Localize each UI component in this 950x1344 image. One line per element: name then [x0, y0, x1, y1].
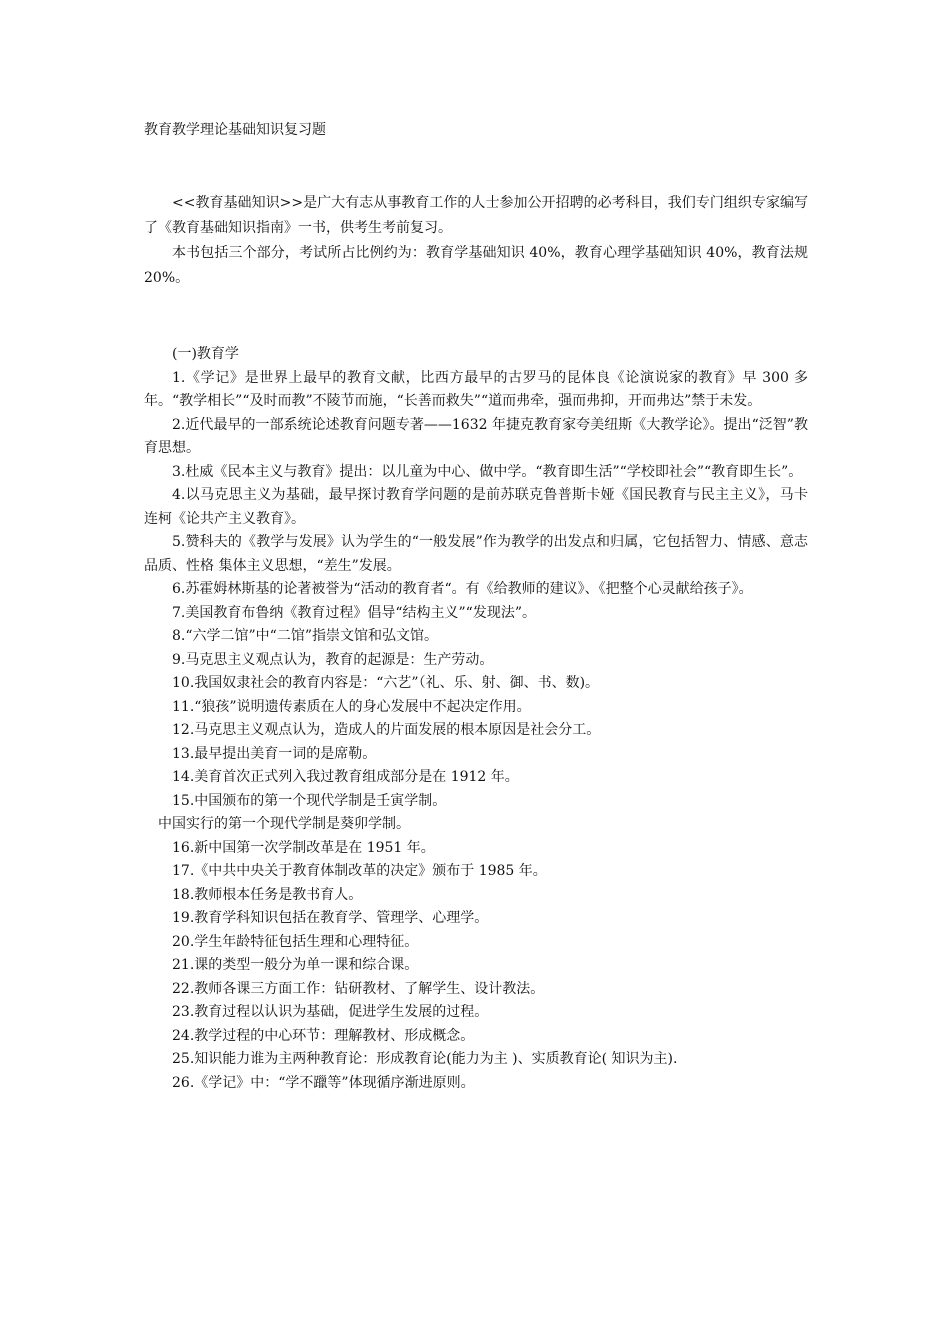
list-item: 4.以马克思主义为基础，最早探讨教育学问题的是前苏联克鲁普斯卡娅《国民教育与民主主义》，马卡连柯《论共产主义教育》。 — [144, 487, 808, 527]
document-title: 教育教学理论基础知识复习题 — [144, 122, 326, 138]
list-item: 10.我国奴隶社会的教育内容是：“六艺”（礼、乐、射、御、书、数)。 — [172, 675, 600, 691]
list-item: 2.近代最早的一部系统论述教育问题专著——1632 年捷克教育家夸美纽斯《大教学论》。提出“泛智”教育思想。 — [144, 416, 808, 456]
list-item: 18.教师根本任务是教书育人。 — [172, 886, 363, 903]
list-item: 20.学生年龄特征包括生理和心理特征。 — [172, 933, 419, 950]
list-item: 3.杜威《民本主义与教育》提出：以儿童为中心、做中学。“教育即生活”“学校即社会”“教育即生长”。 — [172, 463, 803, 480]
intro-paragraph: 本书包括三个部分，考试所占比例约为：教育学基础知识 40%，教育心理学基础知识 40%，教育法规 20%。 — [144, 245, 808, 286]
list-item: 22.教师各课三方面工作：钻研教材、了解学生、设计教法。 — [172, 980, 545, 997]
list-item: 13.最早提出美育一词的是席勒。 — [172, 745, 377, 762]
list-item: 9.马克思主义观点认为，教育的起源是：生产劳动。 — [172, 651, 494, 668]
intro-paragraph: <<教育基础知识>>是广大有志从事教育工作的人士参加公开招聘的必考科目，我们专门组织专家编写了《教育基础知识指南》一书，供考生考前复习。 — [144, 195, 808, 236]
intro-section — [144, 191, 808, 291]
list-item: 26.《学记》中：“学不躐等”体现循序渐进原则。 — [172, 1074, 475, 1091]
list-item: 7.美国教育布鲁纳《教育过程》倡导“结构主义”“发现法”。 — [172, 604, 536, 621]
list-item: 17.《中共中央关于教育体制改革的决定》颁布于 1985 年。 — [172, 863, 547, 879]
list-item: 24.教学过程的中心环节：理解教材、形成概念。 — [172, 1027, 475, 1044]
list-item: 6.苏霍姆林斯基的论著被誉为“活动的教育者“。有《给教师的建议》、《把整个心灵献给孩子》。 — [172, 581, 753, 597]
list-item: 12.马克思主义观点认为，造成人的片面发展的根本原因是社会分工。 — [172, 722, 601, 738]
list-item: 5.赞科夫的《教学与发展》认为学生的“一般发展”作为教学的出发点和归属，它包括智力、情感、意志品质、性格 集体主义思想，“差生”发展。 — [144, 534, 808, 574]
list-item: 19.教育学科知识包括在教育学、管理学、心理学。 — [172, 910, 489, 926]
list-item: 16.新中国第一次学制改革是在 1951 年。 — [172, 839, 435, 856]
list-item: 15.中国颁布的第一个现代学制是壬寅学制。 — [172, 792, 447, 809]
list-item: 8.“六学二馆”中“二馆”指崇文馆和弘文馆。 — [172, 628, 438, 644]
list-item-continuation: 中国实行的第一个现代学制是葵卯学制。 — [158, 816, 410, 832]
list-item: 14.美育首次正式列入我过教育组成部分是在 1912 年。 — [172, 769, 519, 785]
list-item: 21.课的类型一般分为单一课和综合课。 — [172, 957, 419, 973]
education-section — [144, 343, 808, 1095]
section-heading: (一)教育学 — [172, 346, 239, 362]
list-item: 11.“狼孩”说明遗传素质在人的身心发展中不起决定作用。 — [172, 698, 531, 715]
list-item: 1.《学记》是世界上最早的教育文献，比西方最早的古罗马的昆体良《论演说家的教育》早 300 多年。“教学相长”“及时而教”不陵节而施，“长善而救失”“道而弗牵，强而弗抑，开而弗达”禁于未发。 — [144, 369, 808, 409]
list-item: 25.知识能力谁为主两种教育论：形成教育论(能力为主 )、实质教育论( 知识为主). — [172, 1051, 678, 1067]
list-item: 23.教育过程以认识为基础，促进学生发展的过程。 — [172, 1004, 489, 1020]
